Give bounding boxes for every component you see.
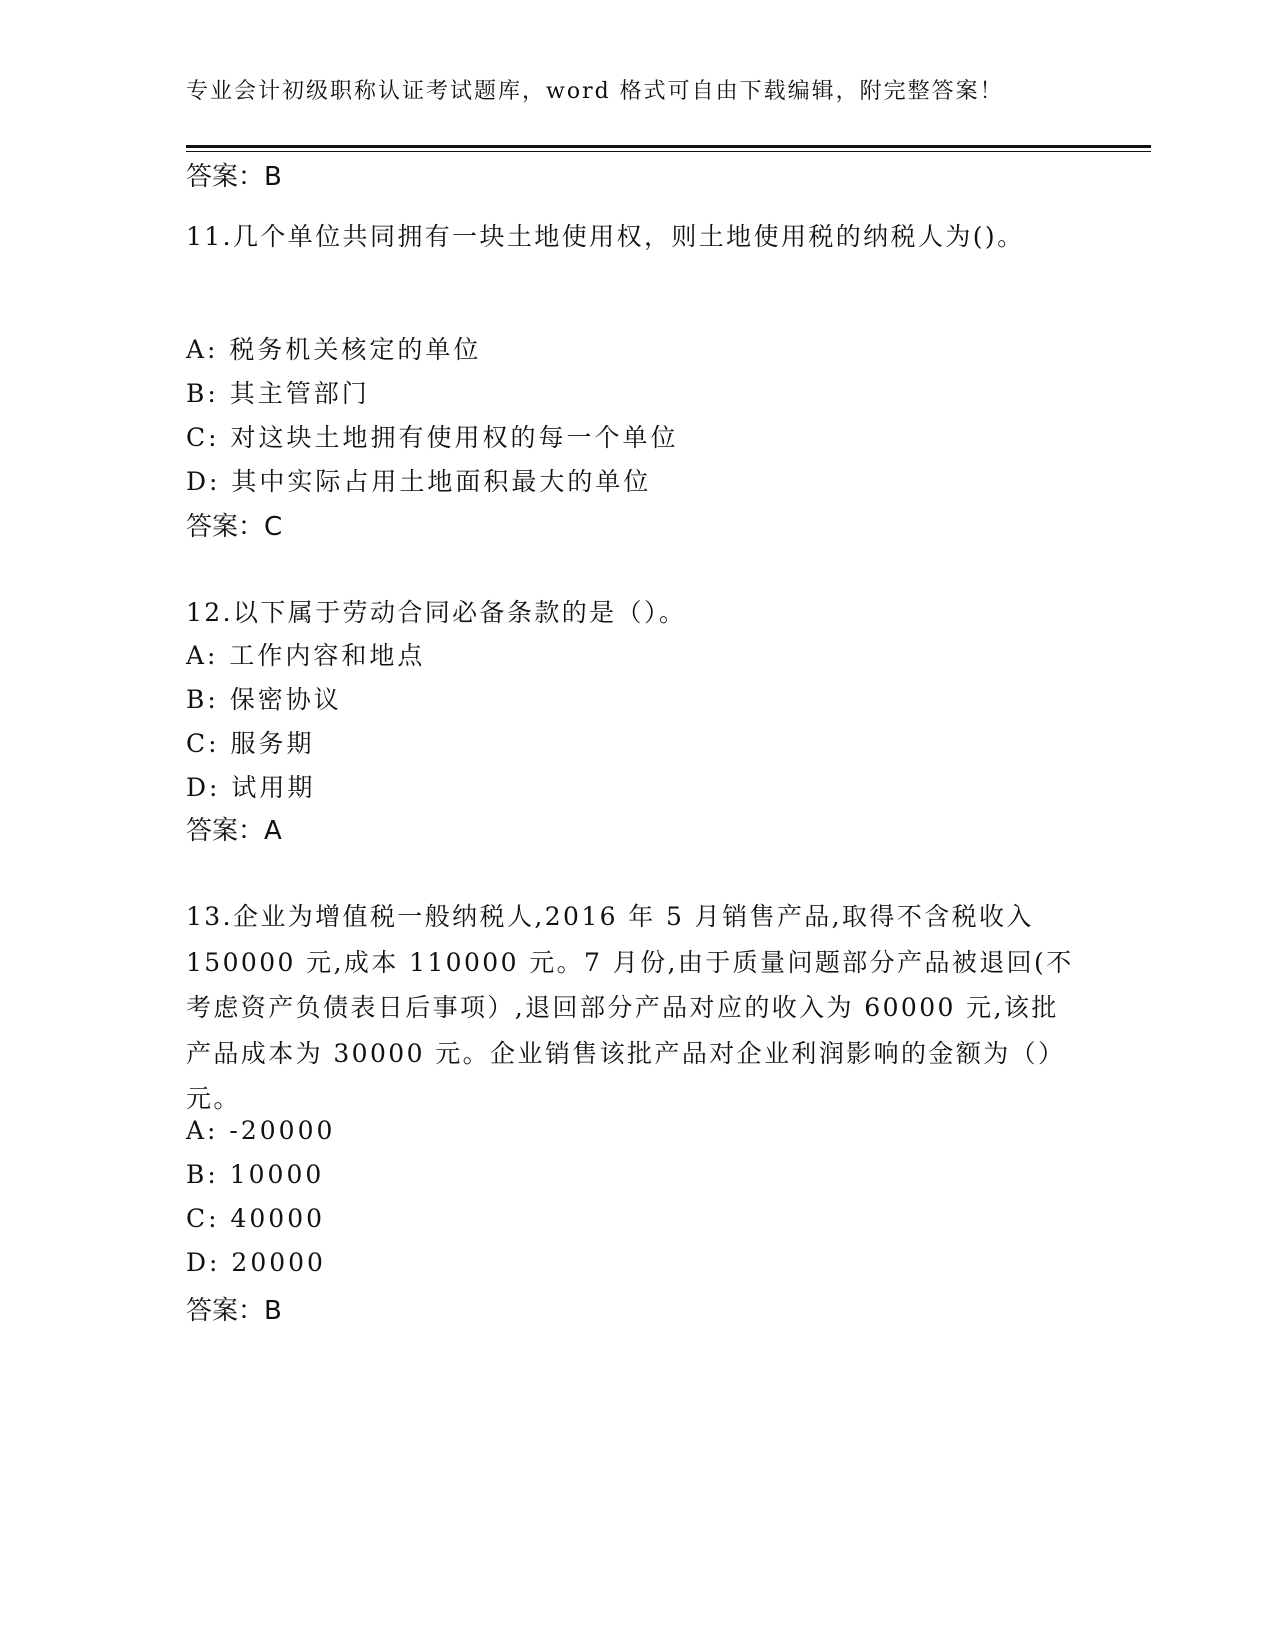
question-12-option-c: C: 服务期 (186, 729, 315, 758)
question-11-stem: 11.几个单位共同拥有一块土地使用权，则土地使用税的纳税人为()。 (186, 222, 1025, 251)
header-rule-thin (186, 151, 1151, 152)
page-header: 专业会计初级职称认证考试题库，word 格式可自由下载编辑，附完整答案！ (186, 79, 1004, 104)
question-13-option-c: C: 40000 (186, 1204, 326, 1233)
question-11-option-b: B: 其主管部门 (186, 379, 370, 408)
question-11-option-d: D: 其中实际占用土地面积最大的单位 (186, 467, 652, 496)
question-11-option-c: C: 对这块土地拥有使用权的每一个单位 (186, 423, 679, 452)
previous-answer: 答案：B (186, 162, 282, 192)
question-12-answer: 答案：A (186, 816, 282, 846)
question-12-stem: 12.以下属于劳动合同必备条款的是（）。 (186, 598, 687, 627)
question-12-option-a: A: 工作内容和地点 (186, 641, 426, 670)
question-12-option-b: B: 保密协议 (186, 685, 342, 714)
question-13-stem: 13.企业为增值税一般纳税人,2016 年 5 月销售产品,取得不含税收入 150000 元,成本 110000 元。7 月份,由于质量问题部分产品被退回(不考虑资产负债表日后事项）,退回部分产品对应的收入为 60000 元,该批产品成本为 30000 元。企业销售该批产品对企业利润影响的金额为（）元。 (186, 902, 1074, 1113)
question-11-answer: 答案：C (186, 512, 283, 542)
question-13-option-a: A: -20000 (186, 1116, 336, 1145)
header-rule-thick (186, 145, 1151, 148)
question-11-option-a: A: 税务机关核定的单位 (186, 335, 482, 364)
question-13-answer: 答案：B (186, 1296, 282, 1326)
question-13-option-b: B: 10000 (186, 1160, 325, 1189)
question-13-option-d: D: 20000 (186, 1248, 326, 1277)
question-12-option-d: D: 试用期 (186, 773, 316, 802)
